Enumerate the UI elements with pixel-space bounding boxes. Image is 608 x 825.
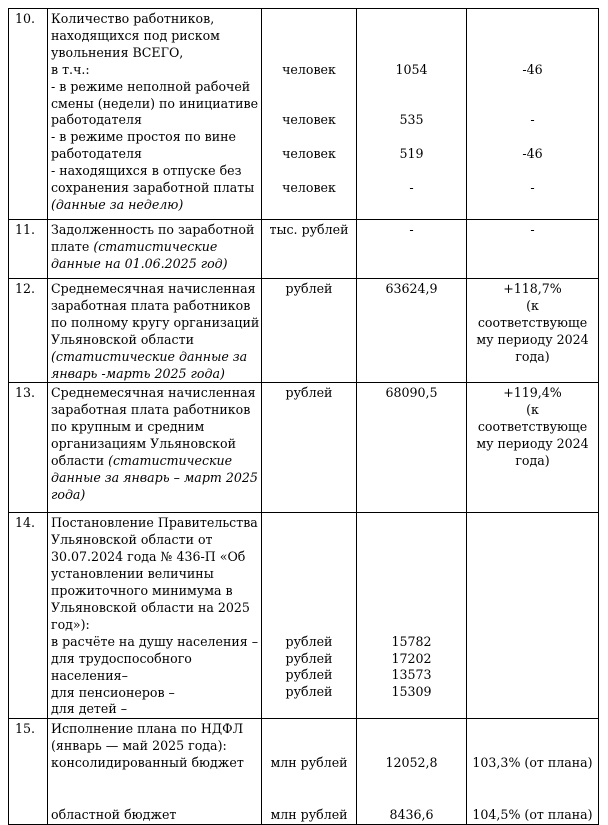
indicator-name (48, 279, 262, 383)
indicator-name-line: в расчёте на душу населения – (51, 633, 259, 649)
change-cell-line: соответствующе (477, 314, 588, 330)
indicator-name-line: январь -марть 2025 года) (51, 365, 225, 381)
indicator-name-line: - в режиме неполной рабочей (51, 78, 251, 94)
indicator-name-line: населения– (51, 667, 128, 683)
value-cell (357, 383, 467, 513)
value-cell-line: 8436,6 (389, 806, 434, 822)
indicator-name-line: по полному кругу организаций (51, 314, 260, 330)
value-cell-line (360, 45, 463, 62)
change-cell-line: - (530, 222, 535, 237)
change-cell-line: года) (515, 348, 550, 364)
indicator-name (48, 220, 262, 279)
unit-cell-line: рублей (285, 385, 333, 401)
indicator-name-line: - в режиме простоя по вине (51, 129, 236, 145)
value-cell-line (360, 617, 463, 634)
unit-cell-line (265, 566, 353, 583)
row-number: 10. (9, 9, 48, 220)
unit-cell-line (265, 617, 353, 634)
indicator-name-line: данные за январь – март 2025 (51, 469, 258, 485)
indicator-name-line: Ульяновской области (51, 331, 194, 347)
value-cell-line (360, 701, 463, 718)
change-cell-line: 103,3% (от плана) (472, 755, 593, 771)
unit-cell-line (265, 549, 353, 566)
value-cell-line: 1054 (395, 61, 428, 77)
value-cell-line: - (409, 222, 414, 237)
statistics-table (8, 8, 599, 825)
value-cell (357, 513, 467, 719)
value-cell-line (360, 515, 463, 532)
value-cell-line: - (409, 179, 414, 195)
indicator-name-line: работодателя (51, 146, 142, 162)
value-cell (357, 9, 467, 220)
unit-cell (262, 279, 357, 383)
value-cell-line (360, 532, 463, 549)
unit-cell (262, 383, 357, 513)
indicator-name-line: данные на 01.06.2025 год) (51, 255, 228, 271)
unit-cell-line: рублей (285, 684, 333, 700)
indicator-name-line: - находящихся в отпуске без (51, 163, 242, 179)
indicator-name-line: организациям Ульяновской (51, 436, 237, 452)
row-number: 11. (9, 220, 48, 279)
change-cell-line (470, 129, 595, 146)
unit-cell (262, 719, 357, 825)
change-cell-line: (к (526, 297, 539, 313)
unit-cell-line (265, 532, 353, 549)
value-cell-line (360, 11, 463, 28)
value-cell-line (360, 79, 463, 96)
unit-cell-line (265, 701, 353, 718)
value-cell (357, 220, 467, 279)
value-cell-line: 63624,9 (385, 281, 438, 296)
change-cell-line: года) (515, 453, 550, 469)
indicator-name (48, 513, 262, 719)
unit-cell-line (265, 600, 353, 617)
value-cell (357, 719, 467, 825)
value-cell-line: 519 (399, 146, 424, 162)
value-cell-line: 13573 (391, 667, 432, 683)
unit-cell-line: рублей (285, 667, 333, 683)
indicator-name-line: установлении величины (51, 566, 214, 582)
unit-cell-line: рублей (285, 281, 333, 296)
indicator-name-line: плате (статистические (51, 238, 218, 254)
indicator-name-line: заработная плата работников (51, 297, 251, 313)
indicator-name-line: (январь — май 2025 года): (51, 738, 227, 754)
change-cell (467, 279, 599, 383)
change-cell-line (470, 197, 595, 214)
value-cell-line (360, 721, 463, 738)
indicator-name-line: год»): (51, 616, 90, 632)
change-cell (467, 383, 599, 513)
row-number: 14. (9, 513, 48, 719)
indicator-name-line: Среднемесячная начисленная (51, 281, 256, 296)
indicator-name-line: Среднемесячная начисленная (51, 385, 256, 401)
indicator-name-line: для детей – (51, 701, 128, 717)
indicator-name-line: увольнения ВСЕГО, (51, 44, 184, 60)
value-cell-line (360, 549, 463, 566)
indicator-name-line: Количество работников, (51, 11, 215, 26)
indicator-name-line: консолидированный бюджет (51, 755, 244, 771)
indicator-name-line: области (статистические (51, 453, 233, 469)
change-cell-line (470, 721, 595, 738)
indicator-name-line: заработная плата работников (51, 402, 251, 418)
change-cell-line (470, 45, 595, 62)
unit-cell (262, 220, 357, 279)
indicator-name-line: находящихся под риском (51, 27, 220, 43)
value-cell-line: 15782 (391, 633, 432, 649)
change-cell (467, 220, 599, 279)
indicator-name-line: Задолженность по заработной (51, 222, 255, 237)
change-cell-line (470, 79, 595, 96)
row-number: 13. (9, 383, 48, 513)
change-cell-line: му периоду 2024 (476, 436, 589, 452)
value-cell-line (360, 738, 463, 755)
indicator-name-line: Ульяновской области от (51, 532, 213, 548)
change-cell (467, 9, 599, 220)
value-cell-line: 15309 (391, 684, 432, 700)
unit-cell-line: человек (282, 61, 336, 77)
value-cell-line: 12052,8 (385, 755, 438, 771)
unit-cell-line (265, 583, 353, 600)
unit-cell-line (265, 738, 353, 755)
unit-cell-line: рублей (285, 633, 333, 649)
indicator-name-line: Ульяновской области на 2025 (51, 599, 250, 615)
change-cell-line: +118,7% (503, 281, 562, 296)
unit-cell-line: человек (282, 179, 336, 195)
table-row (9, 383, 599, 513)
indicator-name (48, 9, 262, 220)
indicator-name-line: сохранения заработной платы (51, 180, 255, 196)
change-cell-line: - (530, 112, 535, 128)
table-row (9, 220, 599, 279)
value-cell-line (360, 583, 463, 600)
indicator-name-line: для трудоспособного (51, 650, 192, 666)
indicator-name-line: 30.07.2024 года № 436-П «Об (51, 549, 246, 565)
value-cell-line: 535 (399, 112, 424, 128)
unit-cell-line (265, 45, 353, 62)
change-cell-line (470, 95, 595, 112)
value-cell-line (360, 129, 463, 146)
indicator-name-line: по крупным и средним (51, 419, 205, 435)
change-cell-line: -46 (522, 61, 543, 77)
unit-cell-line (265, 197, 353, 214)
value-cell (357, 279, 467, 383)
unit-cell-line: млн рублей (270, 806, 348, 822)
unit-cell-line (265, 28, 353, 45)
table-row (9, 513, 599, 719)
indicator-name-line: работодателя (51, 112, 142, 128)
change-cell-line (470, 163, 595, 180)
indicator-name-line: (данные за неделю) (51, 196, 184, 212)
indicator-name (48, 383, 262, 513)
indicator-name-line: областной бюджет (51, 806, 177, 822)
unit-cell-line: тыс. рублей (269, 222, 349, 237)
unit-cell-line (265, 79, 353, 96)
value-cell-line: 68090,5 (385, 385, 438, 401)
unit-cell-line: рублей (285, 650, 333, 666)
value-cell-line: 17202 (391, 650, 432, 666)
indicator-name-line: года) (51, 486, 86, 502)
indicator-name-line: Исполнение плана по НДФЛ (51, 721, 244, 737)
change-cell (467, 513, 599, 719)
unit-cell-line (265, 721, 353, 738)
value-cell-line (360, 95, 463, 112)
unit-cell-line (265, 772, 353, 789)
change-cell-line: +119,4% (503, 385, 562, 401)
row-number: 12. (9, 279, 48, 383)
indicator-name-line (51, 772, 258, 789)
indicator-name-line: в т.ч.: (51, 61, 90, 77)
table-row (9, 279, 599, 383)
change-cell-line: 104,5% (от плана) (472, 806, 593, 822)
value-cell-line (360, 600, 463, 617)
unit-cell (262, 513, 357, 719)
indicator-name-line: прожиточного минимума в (51, 583, 233, 599)
table-body (9, 9, 599, 825)
unit-cell-line: человек (282, 146, 336, 162)
value-cell-line (360, 197, 463, 214)
change-cell-line (470, 11, 595, 28)
value-cell-line (360, 163, 463, 180)
value-cell-line (360, 28, 463, 45)
unit-cell-line (265, 515, 353, 532)
indicator-name (48, 719, 262, 825)
unit-cell-line: человек (282, 112, 336, 128)
change-cell-line (470, 772, 595, 789)
change-cell-line (470, 28, 595, 45)
change-cell-line: му периоду 2024 (476, 331, 589, 347)
indicator-name-line: для пенсионеров – (51, 684, 175, 700)
table-row (9, 9, 599, 220)
indicator-name-line: Постановление Правительства (51, 515, 258, 531)
change-cell-line: -46 (522, 146, 543, 162)
indicator-name-line: (статистические данные за (51, 348, 248, 364)
change-cell-line: - (530, 179, 535, 195)
unit-cell-line (265, 11, 353, 28)
indicator-name-line: смены (недели) по инициативе (51, 95, 259, 111)
table-row (9, 719, 599, 825)
unit-cell-line (265, 163, 353, 180)
change-cell-line: соответствующе (477, 419, 588, 435)
value-cell-line (360, 772, 463, 789)
unit-cell-line: млн рублей (270, 755, 348, 771)
row-number: 15. (9, 719, 48, 825)
change-cell-line: (к (526, 402, 539, 418)
unit-cell-line (265, 129, 353, 146)
unit-cell (262, 9, 357, 220)
unit-cell-line (265, 95, 353, 112)
change-cell (467, 719, 599, 825)
value-cell-line (360, 566, 463, 583)
change-cell-line (470, 738, 595, 755)
